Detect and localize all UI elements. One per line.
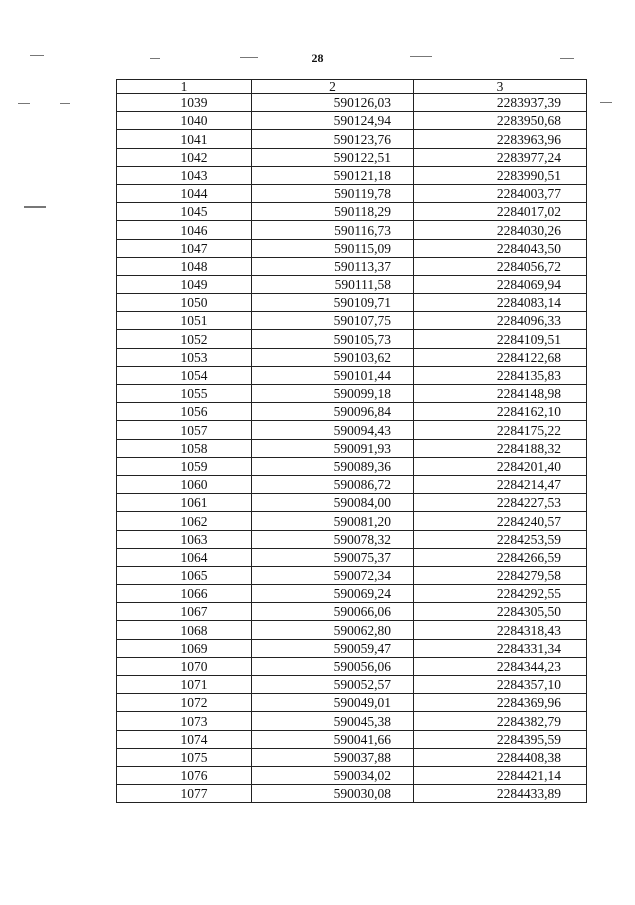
y-coordinate-cell: 2284109,51 — [414, 330, 587, 348]
x-coordinate-cell: 590107,75 — [252, 312, 414, 330]
point-number-cell: 1062 — [117, 512, 252, 530]
table-row — [117, 112, 587, 130]
scan-speck — [60, 103, 70, 104]
point-number-cell: 1066 — [117, 585, 252, 603]
y-coordinate-cell: 2284357,10 — [414, 676, 587, 694]
point-number-cell: 1074 — [117, 730, 252, 748]
y-coordinate-cell: 2284408,38 — [414, 748, 587, 766]
table-row — [117, 130, 587, 148]
point-number-cell: 1040 — [117, 112, 252, 130]
scan-speck — [240, 57, 258, 58]
point-number-cell: 1051 — [117, 312, 252, 330]
table-row — [117, 566, 587, 584]
table-row — [117, 221, 587, 239]
point-number-cell: 1076 — [117, 766, 252, 784]
table-row — [117, 239, 587, 257]
table-header-row — [117, 80, 587, 94]
table-row — [117, 166, 587, 184]
y-coordinate-cell: 2284266,59 — [414, 548, 587, 566]
x-coordinate-cell: 590069,24 — [252, 585, 414, 603]
point-number-cell: 1041 — [117, 130, 252, 148]
y-coordinate-cell: 2284344,23 — [414, 657, 587, 675]
table-row — [117, 330, 587, 348]
point-number-cell: 1069 — [117, 639, 252, 657]
x-coordinate-cell: 590091,93 — [252, 439, 414, 457]
y-coordinate-cell: 2284395,59 — [414, 730, 587, 748]
scan-speck — [410, 56, 432, 57]
table-body — [117, 94, 587, 803]
x-coordinate-cell: 590109,71 — [252, 294, 414, 312]
point-number-cell: 1058 — [117, 439, 252, 457]
x-coordinate-cell: 590096,84 — [252, 403, 414, 421]
x-coordinate-cell: 590086,72 — [252, 475, 414, 493]
x-coordinate-cell: 590066,06 — [252, 603, 414, 621]
point-number-cell: 1039 — [117, 94, 252, 112]
point-number-cell: 1061 — [117, 494, 252, 512]
table-row — [117, 548, 587, 566]
y-coordinate-cell: 2284227,53 — [414, 494, 587, 512]
y-coordinate-cell: 2284369,96 — [414, 694, 587, 712]
table-row — [117, 148, 587, 166]
x-coordinate-cell: 590126,03 — [252, 94, 414, 112]
point-number-cell: 1067 — [117, 603, 252, 621]
x-coordinate-cell: 590099,18 — [252, 385, 414, 403]
point-number-cell: 1056 — [117, 403, 252, 421]
table-row — [117, 512, 587, 530]
scan-speck — [18, 103, 30, 104]
x-coordinate-cell: 590121,18 — [252, 166, 414, 184]
y-coordinate-cell: 2284162,10 — [414, 403, 587, 421]
point-number-cell: 1073 — [117, 712, 252, 730]
y-coordinate-cell: 2284188,32 — [414, 439, 587, 457]
column-header: 2 — [252, 80, 414, 94]
y-coordinate-cell: 2284305,50 — [414, 603, 587, 621]
y-coordinate-cell: 2284030,26 — [414, 221, 587, 239]
page-number: 28 — [311, 51, 324, 65]
y-coordinate-cell: 2284253,59 — [414, 530, 587, 548]
table-row — [117, 621, 587, 639]
table-row — [117, 294, 587, 312]
point-number-cell: 1049 — [117, 275, 252, 293]
x-coordinate-cell: 590115,09 — [252, 239, 414, 257]
point-number-cell: 1048 — [117, 257, 252, 275]
y-coordinate-cell: 2284043,50 — [414, 239, 587, 257]
table-row — [117, 785, 587, 803]
y-coordinate-cell: 2284331,34 — [414, 639, 587, 657]
x-coordinate-cell: 590045,38 — [252, 712, 414, 730]
point-number-cell: 1047 — [117, 239, 252, 257]
point-number-cell: 1068 — [117, 621, 252, 639]
y-coordinate-cell: 2284083,14 — [414, 294, 587, 312]
y-coordinate-cell: 2284017,02 — [414, 203, 587, 221]
point-number-cell: 1060 — [117, 475, 252, 493]
table-row — [117, 203, 587, 221]
point-number-cell: 1053 — [117, 348, 252, 366]
y-coordinate-cell: 2284096,33 — [414, 312, 587, 330]
point-number-cell: 1046 — [117, 221, 252, 239]
table-row — [117, 530, 587, 548]
scan-speck — [30, 55, 44, 56]
point-number-cell: 1057 — [117, 421, 252, 439]
y-coordinate-cell: 2283937,39 — [414, 94, 587, 112]
y-coordinate-cell: 2284292,55 — [414, 585, 587, 603]
point-number-cell: 1052 — [117, 330, 252, 348]
x-coordinate-cell: 590034,02 — [252, 766, 414, 784]
y-coordinate-cell: 2283950,68 — [414, 112, 587, 130]
point-number-cell: 1065 — [117, 566, 252, 584]
x-coordinate-cell: 590105,73 — [252, 330, 414, 348]
table-row — [117, 275, 587, 293]
point-number-cell: 1043 — [117, 166, 252, 184]
x-coordinate-cell: 590049,01 — [252, 694, 414, 712]
y-coordinate-cell: 2284148,98 — [414, 385, 587, 403]
x-coordinate-cell: 590118,29 — [252, 203, 414, 221]
point-number-cell: 1070 — [117, 657, 252, 675]
x-coordinate-cell: 590078,32 — [252, 530, 414, 548]
scan-speck — [24, 206, 46, 208]
x-coordinate-cell: 590084,00 — [252, 494, 414, 512]
x-coordinate-cell: 590030,08 — [252, 785, 414, 803]
table-row — [117, 184, 587, 202]
column-header: 3 — [414, 80, 587, 94]
point-number-cell: 1063 — [117, 530, 252, 548]
y-coordinate-cell: 2284318,43 — [414, 621, 587, 639]
table-row — [117, 312, 587, 330]
x-coordinate-cell: 590094,43 — [252, 421, 414, 439]
table-row — [117, 475, 587, 493]
scan-speck — [560, 58, 574, 59]
x-coordinate-cell: 590072,34 — [252, 566, 414, 584]
point-number-cell: 1077 — [117, 785, 252, 803]
x-coordinate-cell: 590122,51 — [252, 148, 414, 166]
x-coordinate-cell: 590101,44 — [252, 366, 414, 384]
x-coordinate-cell: 590059,47 — [252, 639, 414, 657]
point-number-cell: 1042 — [117, 148, 252, 166]
table-row — [117, 603, 587, 621]
x-coordinate-cell: 590119,78 — [252, 184, 414, 202]
table-row — [117, 494, 587, 512]
y-coordinate-cell: 2284003,77 — [414, 184, 587, 202]
table-row — [117, 657, 587, 675]
y-coordinate-cell: 2284279,58 — [414, 566, 587, 584]
point-number-cell: 1075 — [117, 748, 252, 766]
table-row — [117, 403, 587, 421]
point-number-cell: 1054 — [117, 366, 252, 384]
scan-speck — [150, 58, 160, 59]
table-row — [117, 766, 587, 784]
y-coordinate-cell: 2284122,68 — [414, 348, 587, 366]
point-number-cell: 1072 — [117, 694, 252, 712]
y-coordinate-cell: 2283990,51 — [414, 166, 587, 184]
y-coordinate-cell: 2284214,47 — [414, 475, 587, 493]
table-row — [117, 712, 587, 730]
x-coordinate-cell: 590089,36 — [252, 457, 414, 475]
x-coordinate-cell: 590124,94 — [252, 112, 414, 130]
table-row — [117, 366, 587, 384]
table-row — [117, 385, 587, 403]
point-number-cell: 1050 — [117, 294, 252, 312]
y-coordinate-cell: 2284175,22 — [414, 421, 587, 439]
point-number-cell: 1059 — [117, 457, 252, 475]
x-coordinate-cell: 590103,62 — [252, 348, 414, 366]
y-coordinate-cell: 2284201,40 — [414, 457, 587, 475]
y-coordinate-cell: 2284135,83 — [414, 366, 587, 384]
point-number-cell: 1064 — [117, 548, 252, 566]
y-coordinate-cell: 2284056,72 — [414, 257, 587, 275]
point-number-cell: 1055 — [117, 385, 252, 403]
table-row — [117, 439, 587, 457]
y-coordinate-cell: 2284240,57 — [414, 512, 587, 530]
x-coordinate-cell: 590111,58 — [252, 275, 414, 293]
table-row — [117, 694, 587, 712]
column-header: 1 — [117, 80, 252, 94]
y-coordinate-cell: 2284069,94 — [414, 275, 587, 293]
point-number-cell: 1044 — [117, 184, 252, 202]
table-row — [117, 585, 587, 603]
table-row — [117, 421, 587, 439]
table-row — [117, 257, 587, 275]
y-coordinate-cell: 2284382,79 — [414, 712, 587, 730]
x-coordinate-cell: 590116,73 — [252, 221, 414, 239]
y-coordinate-cell: 2283963,96 — [414, 130, 587, 148]
y-coordinate-cell: 2283977,24 — [414, 148, 587, 166]
table-row — [117, 457, 587, 475]
table-row — [117, 348, 587, 366]
x-coordinate-cell: 590062,80 — [252, 621, 414, 639]
x-coordinate-cell: 590113,37 — [252, 257, 414, 275]
x-coordinate-cell: 590123,76 — [252, 130, 414, 148]
table-row — [117, 94, 587, 112]
y-coordinate-cell: 2284433,89 — [414, 785, 587, 803]
point-number-cell: 1071 — [117, 676, 252, 694]
x-coordinate-cell: 590081,20 — [252, 512, 414, 530]
table-row — [117, 748, 587, 766]
x-coordinate-cell: 590037,88 — [252, 748, 414, 766]
x-coordinate-cell: 590075,37 — [252, 548, 414, 566]
table-row — [117, 639, 587, 657]
table-row — [117, 676, 587, 694]
y-coordinate-cell: 2284421,14 — [414, 766, 587, 784]
point-number-cell: 1045 — [117, 203, 252, 221]
x-coordinate-cell: 590052,57 — [252, 676, 414, 694]
scan-speck — [600, 102, 612, 103]
x-coordinate-cell: 590041,66 — [252, 730, 414, 748]
table-row — [117, 730, 587, 748]
coordinates-table — [116, 79, 587, 803]
x-coordinate-cell: 590056,06 — [252, 657, 414, 675]
